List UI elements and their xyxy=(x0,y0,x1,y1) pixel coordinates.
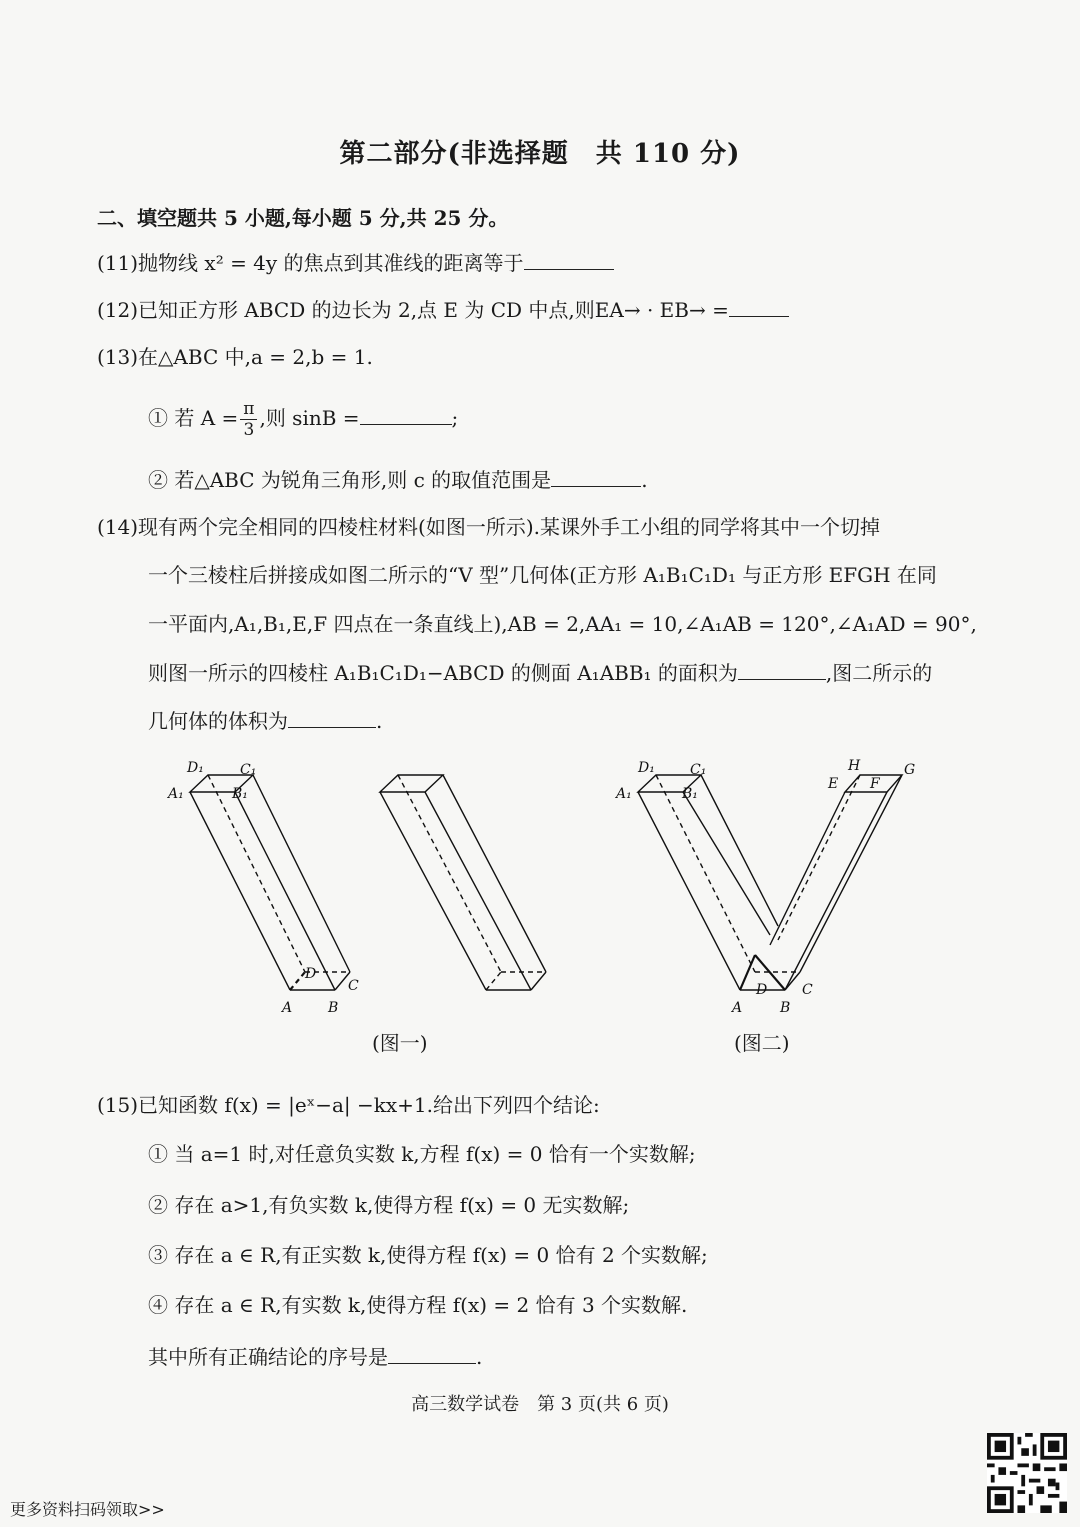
answer-blank xyxy=(360,404,452,425)
section-header: 二、填空题共 5 小题,每小题 5 分,共 25 分。 xyxy=(97,206,509,230)
label-h: H xyxy=(848,758,861,774)
label-c: C xyxy=(348,978,359,994)
answer-blank xyxy=(729,296,789,317)
label-c1-fig2: C₁ xyxy=(690,762,707,778)
answer-blank xyxy=(288,707,376,728)
question-14-line5: 几何体的体积为 . xyxy=(148,709,383,733)
figure-1-prism-left xyxy=(190,775,350,990)
figure-2-caption: (图二) xyxy=(734,1031,790,1055)
question-13-part1: ① 若 A = $\frac{\pi}{3}$ ,则 sinB = ; xyxy=(148,399,459,440)
question-15-ask: 其中所有正确结论的序号是 . xyxy=(148,1345,483,1369)
label-a1: A₁ xyxy=(168,786,184,802)
label-b1-fig2: B₁ xyxy=(682,786,698,802)
answer-blank xyxy=(738,659,826,680)
label-d1: D₁ xyxy=(187,760,204,776)
label-d: D xyxy=(305,966,317,982)
page-title: 第二部分(非选择题 共 110 分) xyxy=(339,139,741,169)
page-footer: 高三数学试卷 第 3 页(共 6 页) xyxy=(411,1394,669,1415)
label-g: G xyxy=(904,762,916,778)
question-14-line4: 则图一所示的四棱柱 A₁B₁C₁D₁−ABCD 的侧面 A₁ABB₁ 的面积为 ,图二所示的 xyxy=(148,661,933,685)
question-15-conclusion-2: ② 存在 a>1,有负实数 k,使得方程 f(x) = 0 无实数解; xyxy=(148,1193,630,1217)
label-b1: B₁ xyxy=(232,786,248,802)
label-a: A xyxy=(282,1000,293,1016)
qr-code-icon[interactable] xyxy=(987,1433,1067,1513)
figure-2-v-shape xyxy=(638,775,902,990)
figure-1-prism-right xyxy=(380,775,546,990)
label-b: B xyxy=(328,1000,339,1016)
figure-1-caption: (图一) xyxy=(372,1031,428,1055)
question-11-text: (11)抛物线 x² = 4y 的焦点到其准线的距离等于 xyxy=(97,251,524,275)
label-c1: C₁ xyxy=(240,762,257,778)
label-a-fig2: A xyxy=(732,1000,743,1016)
question-15-conclusion-1: ① 当 a=1 时,对任意负实数 k,方程 f(x) = 0 恰有一个实数解; xyxy=(148,1142,696,1166)
answer-blank xyxy=(524,249,614,270)
fraction-pi-over-3: $\frac{\pi}{3}$ xyxy=(240,399,257,440)
question-11 xyxy=(97,248,614,278)
label-f: F xyxy=(870,776,880,792)
question-14-line2: 一个三棱柱后拼接成如图二所示的“V 型”几何体(正方形 A₁B₁C₁D₁ 与正方形 EFGH 在同 xyxy=(148,563,937,587)
label-c-fig2: C xyxy=(802,982,813,998)
question-14-line1: (14)现有两个完全相同的四棱柱材料(如图一所示).某课外手工小组的同学将其中一个切掉 xyxy=(97,515,881,539)
question-12 xyxy=(97,295,789,325)
question-13-stem: (13)在△ABC 中,a = 2,b = 1. xyxy=(97,345,373,369)
label-e: E xyxy=(828,776,839,792)
answer-blank xyxy=(551,466,641,487)
promo-text[interactable]: 更多资料扫码领取>> xyxy=(10,1500,165,1519)
question-15-conclusion-4: ④ 存在 a ∈ R,有实数 k,使得方程 f(x) = 2 恰有 3 个实数解. xyxy=(148,1293,688,1317)
label-d1-fig2: D₁ xyxy=(638,760,655,776)
question-13-part2: ② 若△ABC 为锐角三角形,则 c 的取值范围是 . xyxy=(148,468,648,492)
figure-prisms xyxy=(150,750,940,1020)
label-a1-fig2: A₁ xyxy=(616,786,632,802)
label-b-fig2: B xyxy=(780,1000,791,1016)
question-15-stem: (15)已知函数 f(x) = |eˣ−a| −kx+1.给出下列四个结论: xyxy=(97,1093,600,1117)
question-12-text: (12)已知正方形 ABCD 的边长为 2,点 E 为 CD 中点,则EA→ · EB→ = xyxy=(97,298,729,322)
question-14-line3: 一平面内,A₁,B₁,E,F 四点在一条直线上),AB = 2,AA₁ = 10,∠A₁AB = 120°,∠A₁AD = 90°, xyxy=(148,612,977,636)
question-15-conclusion-3: ③ 存在 a ∈ R,有正实数 k,使得方程 f(x) = 0 恰有 2 个实数解; xyxy=(148,1243,708,1267)
answer-blank xyxy=(388,1343,476,1364)
label-d-fig2: D xyxy=(756,982,768,998)
